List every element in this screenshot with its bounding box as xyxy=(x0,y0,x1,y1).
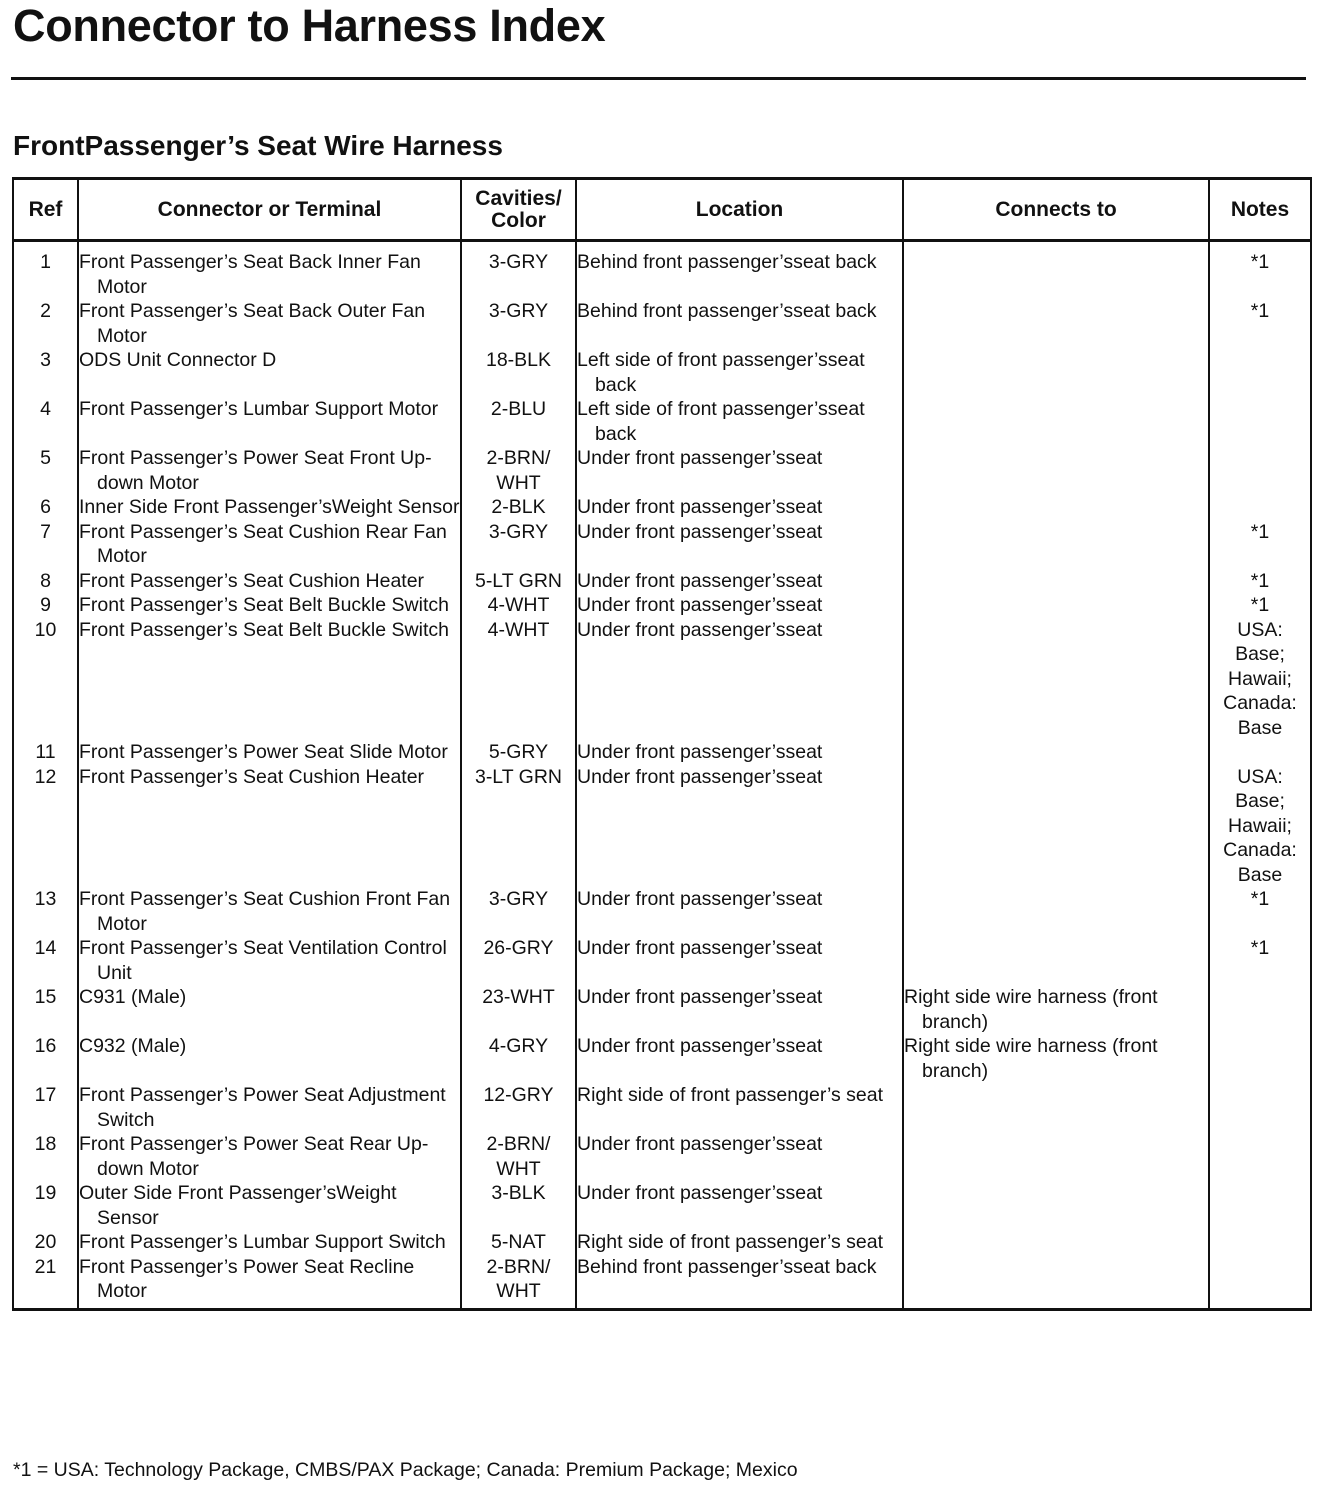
cell-location-text: Under front passenger’sseat xyxy=(577,520,823,543)
cell-location-text: Under front passenger’sseat xyxy=(577,496,823,518)
cell-cavities xyxy=(461,495,576,520)
cell-cavities-text: 5-NAT xyxy=(491,1231,546,1253)
cell-location xyxy=(576,765,903,888)
table-row xyxy=(13,936,1311,985)
table-row xyxy=(13,593,1311,618)
cell-notes-text: *1 xyxy=(1250,937,1270,959)
table-row xyxy=(13,348,1311,397)
cell-ref-text: 5 xyxy=(40,447,51,469)
cell-ref xyxy=(13,1034,78,1083)
cell-cavities-text: 3-BLK xyxy=(491,1182,546,1204)
cell-ref xyxy=(13,569,78,594)
cell-location-text: Left side of front passenger’sseat back xyxy=(577,398,865,445)
cell-location xyxy=(576,1132,903,1181)
cell-cavities xyxy=(461,740,576,765)
cell-connector xyxy=(78,1034,461,1083)
cell-connector-text: Inner Side Front Passenger’sWeight Sensor xyxy=(79,496,460,518)
cell-location xyxy=(576,446,903,495)
cell-cavities-text: 3-GRY xyxy=(488,888,549,910)
cell-notes xyxy=(1209,593,1311,618)
cell-cavities xyxy=(461,1132,576,1181)
column-header-cavities-line1: Cavities/ xyxy=(475,186,562,210)
cell-ref-text: 9 xyxy=(40,594,51,616)
cell-connector-text: Front Passenger’s Power Seat Recline Motor xyxy=(79,1255,415,1302)
cell-connector xyxy=(78,569,461,594)
cell-location xyxy=(576,299,903,348)
cell-connector-text: Front Passenger’s Seat Belt Buckle Switch xyxy=(79,594,449,616)
cell-connector xyxy=(78,740,461,765)
cell-ref xyxy=(13,936,78,985)
cell-cavities xyxy=(461,1034,576,1083)
cell-location-text: Behind front passenger’sseat back xyxy=(577,300,877,322)
cell-connects-to xyxy=(903,936,1209,985)
cell-cavities xyxy=(461,446,576,495)
cell-connects-to xyxy=(903,569,1209,594)
cell-cavities xyxy=(461,348,576,397)
cell-ref xyxy=(13,618,78,741)
cell-ref xyxy=(13,887,78,936)
cell-cavities-text: 4-GRY xyxy=(488,1035,549,1057)
table-row xyxy=(13,446,1311,495)
cell-ref xyxy=(13,1181,78,1230)
cell-connector-text: ODS Unit Connector D xyxy=(79,349,277,371)
cell-ref xyxy=(13,397,78,446)
cell-location-text: Under front passenger’sseat xyxy=(577,888,823,910)
cell-ref-text: 14 xyxy=(34,937,57,959)
cell-cavities xyxy=(461,520,576,569)
table-header-row xyxy=(13,179,1311,241)
cell-location xyxy=(576,397,903,446)
cell-connector xyxy=(78,495,461,520)
cell-location-text: Under front passenger’sseat xyxy=(577,1133,823,1155)
table-row xyxy=(13,397,1311,446)
table-row xyxy=(13,1132,1311,1181)
cell-connector xyxy=(78,1132,461,1181)
cell-connector xyxy=(78,348,461,397)
cell-connects-to xyxy=(903,618,1209,741)
cell-connector xyxy=(78,618,461,741)
cell-ref xyxy=(13,520,78,569)
cell-cavities xyxy=(461,241,576,300)
cell-cavities-text: 4-WHT xyxy=(487,618,550,641)
cell-cavities xyxy=(461,1230,576,1255)
cell-connects-to xyxy=(903,1230,1209,1255)
cell-location-text: Under front passenger’sseat xyxy=(577,618,823,641)
cell-connector xyxy=(78,1083,461,1132)
cell-connector xyxy=(78,1255,461,1310)
cell-location-text: Under front passenger’sseat xyxy=(577,1182,823,1204)
cell-ref xyxy=(13,495,78,520)
cell-cavities xyxy=(461,1181,576,1230)
cell-ref xyxy=(13,740,78,765)
cell-location xyxy=(576,1230,903,1255)
cell-cavities xyxy=(461,1255,576,1310)
column-header-notes: Notes xyxy=(1209,179,1311,241)
cell-location-text: Right side of front passenger’s seat xyxy=(577,1084,884,1106)
cell-cavities xyxy=(461,569,576,594)
cell-connects-to xyxy=(903,241,1209,300)
cell-cavities-text: 18-BLK xyxy=(485,349,552,371)
cell-location-text: Left side of front passenger’sseat back xyxy=(577,349,865,396)
cell-ref xyxy=(13,446,78,495)
cell-connector-text: Front Passenger’s Power Seat Front Up-down Motor xyxy=(79,447,432,494)
cell-location xyxy=(576,520,903,569)
cell-location-text: Under front passenger’sseat xyxy=(577,741,823,763)
cell-ref-text: 21 xyxy=(34,1255,57,1278)
cell-ref-text: 16 xyxy=(34,1035,57,1057)
table-row xyxy=(13,569,1311,594)
cell-notes xyxy=(1209,1181,1311,1230)
cell-connects-to xyxy=(903,1083,1209,1132)
footnote: *1 = USA: Technology Package, CMBS/PAX Package; Canada: Premium Package; Mexico xyxy=(13,1459,798,1481)
cell-notes-text: *1 xyxy=(1250,594,1270,616)
cell-location-text: Behind front passenger’sseat back xyxy=(577,1255,877,1278)
cell-location-text: Under front passenger’sseat xyxy=(577,594,823,616)
cell-connector-text: C932 (Male) xyxy=(79,1035,187,1057)
cell-notes xyxy=(1209,936,1311,985)
cell-notes xyxy=(1209,1083,1311,1132)
cell-cavities-text: 2-BLU xyxy=(490,398,547,420)
cell-ref-text: 10 xyxy=(34,618,57,641)
cell-cavities xyxy=(461,618,576,741)
cell-notes-text: *1 xyxy=(1250,300,1270,322)
cell-connector xyxy=(78,765,461,888)
cell-ref xyxy=(13,1255,78,1310)
table-row xyxy=(13,765,1311,888)
table-row xyxy=(13,740,1311,765)
cell-cavities xyxy=(461,765,576,888)
table-row xyxy=(13,1181,1311,1230)
cell-connects-to xyxy=(903,520,1209,569)
table-row xyxy=(13,1255,1311,1310)
page-title: Connector to Harness Index xyxy=(13,0,606,51)
cell-cavities-text: 3-GRY xyxy=(488,520,549,543)
cell-connector xyxy=(78,397,461,446)
cell-connects-to xyxy=(903,397,1209,446)
cell-location xyxy=(576,1034,903,1083)
cell-connector xyxy=(78,1230,461,1255)
cell-location-text: Under front passenger’sseat xyxy=(577,986,823,1008)
cell-location xyxy=(576,241,903,300)
cell-notes-text: *1 xyxy=(1250,251,1270,273)
table-row xyxy=(13,1034,1311,1083)
cell-location xyxy=(576,1255,903,1310)
cell-connector xyxy=(78,446,461,495)
cell-connector-text: Front Passenger’s Seat Back Inner Fan Motor xyxy=(79,251,421,298)
cell-ref-text: 20 xyxy=(34,1231,57,1253)
cell-connector-text: Front Passenger’s Power Seat Slide Motor xyxy=(79,741,448,763)
table-row xyxy=(13,520,1311,569)
table-row xyxy=(13,985,1311,1034)
cell-notes xyxy=(1209,1230,1311,1255)
cell-location xyxy=(576,740,903,765)
cell-ref-text: 13 xyxy=(34,888,57,910)
cell-location xyxy=(576,985,903,1034)
cell-connector-text: Outer Side Front Passenger’sWeight Sensor xyxy=(79,1182,397,1229)
cell-cavities-text: 5-GRY xyxy=(488,741,549,763)
cell-connector xyxy=(78,1181,461,1230)
column-header-connects-to: Connects to xyxy=(903,179,1209,241)
title-divider xyxy=(11,77,1306,80)
cell-connects-to xyxy=(903,299,1209,348)
cell-cavities-text: 5-LT GRN xyxy=(474,569,563,592)
connector-table xyxy=(12,177,1312,1311)
cell-location-text: Under front passenger’sseat xyxy=(577,937,823,959)
cell-notes xyxy=(1209,887,1311,936)
table-row xyxy=(13,618,1311,741)
cell-location-text: Right side of front passenger’s seat xyxy=(577,1231,884,1253)
cell-connector-text: Front Passenger’s Lumbar Support Motor xyxy=(79,398,439,420)
cell-cavities-text: 3-GRY xyxy=(488,300,549,322)
cell-cavities xyxy=(461,299,576,348)
cell-connects-to xyxy=(903,887,1209,936)
cell-location xyxy=(576,936,903,985)
cell-notes xyxy=(1209,520,1311,569)
cell-connector-text: Front Passenger’s Seat Cushion Front Fan Motor xyxy=(79,888,451,935)
cell-connector-text: Front Passenger’s Seat Cushion Rear Fan Motor xyxy=(79,520,447,567)
cell-cavities-text: 2-BRN/ WHT xyxy=(486,447,551,494)
cell-ref-text: 11 xyxy=(35,741,56,763)
cell-location-text: Under front passenger’sseat xyxy=(577,569,823,592)
cell-ref xyxy=(13,241,78,300)
cell-notes xyxy=(1209,299,1311,348)
cell-notes xyxy=(1209,446,1311,495)
cell-cavities-text: 4-WHT xyxy=(487,594,550,616)
cell-notes-text: USA: Base; Hawaii; Canada: Base xyxy=(1223,618,1297,739)
cell-cavities-text: 26-GRY xyxy=(483,937,554,959)
cell-location-text: Under front passenger’sseat xyxy=(577,1035,823,1057)
cell-connector xyxy=(78,887,461,936)
cell-connects-to xyxy=(903,765,1209,888)
cell-notes-text: *1 xyxy=(1250,888,1270,910)
cell-connector xyxy=(78,299,461,348)
cell-cavities xyxy=(461,1083,576,1132)
cell-ref-text: 8 xyxy=(40,569,51,592)
cell-connector-text: Front Passenger’s Seat Belt Buckle Switch xyxy=(79,618,449,641)
cell-cavities-text: 2-BLK xyxy=(491,496,546,518)
cell-connector xyxy=(78,985,461,1034)
table-body xyxy=(13,241,1311,1310)
cell-connects-to-text: Right side wire harness (front branch) xyxy=(904,986,1158,1033)
cell-notes xyxy=(1209,618,1311,741)
column-header-location: Location xyxy=(576,179,903,241)
cell-cavities-text: 2-BRN/ WHT xyxy=(486,1255,551,1302)
cell-connects-to xyxy=(903,1034,1209,1083)
cell-location xyxy=(576,348,903,397)
cell-ref-text: 12 xyxy=(34,765,57,788)
cell-ref xyxy=(13,1132,78,1181)
cell-ref xyxy=(13,1083,78,1132)
cell-connector-text: Front Passenger’s Seat Back Outer Fan Motor xyxy=(79,300,426,347)
cell-connector-text: C931 (Male) xyxy=(79,986,187,1008)
cell-ref xyxy=(13,348,78,397)
cell-ref-text: 3 xyxy=(40,349,51,371)
cell-ref xyxy=(13,1230,78,1255)
column-header-ref: Ref xyxy=(13,179,78,241)
cell-location-text: Under front passenger’sseat xyxy=(577,447,823,469)
cell-location xyxy=(576,495,903,520)
cell-cavities xyxy=(461,593,576,618)
table-row xyxy=(13,299,1311,348)
cell-location xyxy=(576,887,903,936)
cell-connector-text: Front Passenger’s Power Seat Rear Up-down Motor xyxy=(79,1133,429,1180)
cell-connector xyxy=(78,593,461,618)
section-title: FrontPassenger’s Seat Wire Harness xyxy=(13,130,503,161)
cell-ref-text: 19 xyxy=(34,1182,57,1204)
cell-ref-text: 2 xyxy=(40,300,51,322)
cell-cavities-text: 23-WHT xyxy=(482,986,555,1008)
cell-location xyxy=(576,1181,903,1230)
cell-connects-to xyxy=(903,1255,1209,1310)
cell-connects-to xyxy=(903,985,1209,1034)
cell-notes xyxy=(1209,985,1311,1034)
cell-cavities xyxy=(461,985,576,1034)
cell-notes-text: USA: Base; Hawaii; Canada: Base xyxy=(1223,765,1297,886)
cell-ref xyxy=(13,765,78,888)
cell-location xyxy=(576,593,903,618)
cell-notes xyxy=(1209,765,1311,888)
cell-notes xyxy=(1209,397,1311,446)
table-row xyxy=(13,887,1311,936)
table-row xyxy=(13,1083,1311,1132)
cell-ref xyxy=(13,299,78,348)
cell-cavities-text: 2-BRN/ WHT xyxy=(486,1133,551,1180)
cell-notes xyxy=(1209,1255,1311,1310)
cell-notes-text: *1 xyxy=(1250,569,1270,592)
cell-connects-to-text: Right side wire harness (front branch) xyxy=(904,1035,1158,1082)
cell-ref-text: 17 xyxy=(34,1084,57,1106)
table-row xyxy=(13,495,1311,520)
cell-connector xyxy=(78,520,461,569)
cell-ref xyxy=(13,593,78,618)
cell-connector-text: Front Passenger’s Power Seat Adjustment Switch xyxy=(79,1084,446,1131)
cell-notes xyxy=(1209,348,1311,397)
cell-connector-text: Front Passenger’s Seat Cushion Heater xyxy=(79,765,425,788)
column-header-connector: Connector or Terminal xyxy=(78,179,461,241)
cell-cavities xyxy=(461,936,576,985)
cell-notes xyxy=(1209,569,1311,594)
cell-location xyxy=(576,1083,903,1132)
cell-connector xyxy=(78,936,461,985)
cell-location-text: Under front passenger’sseat xyxy=(577,765,823,788)
cell-connector-text: Front Passenger’s Seat Ventilation Control Unit xyxy=(79,937,447,984)
cell-notes xyxy=(1209,495,1311,520)
cell-cavities xyxy=(461,887,576,936)
cell-notes xyxy=(1209,1132,1311,1181)
cell-connects-to xyxy=(903,1181,1209,1230)
cell-ref-text: 1 xyxy=(40,251,51,273)
cell-cavities-text: 3-LT GRN xyxy=(474,765,563,788)
cell-connector xyxy=(78,241,461,300)
cell-notes xyxy=(1209,241,1311,300)
cell-connects-to xyxy=(903,446,1209,495)
cell-connector-text: Front Passenger’s Lumbar Support Switch xyxy=(79,1231,446,1253)
cell-cavities-text: 3-GRY xyxy=(488,251,549,273)
cell-notes xyxy=(1209,1034,1311,1083)
cell-connects-to xyxy=(903,1132,1209,1181)
column-header-cavities-line2: Color xyxy=(491,208,546,232)
cell-notes xyxy=(1209,740,1311,765)
cell-ref-text: 15 xyxy=(34,986,57,1008)
cell-connector-text: Front Passenger’s Seat Cushion Heater xyxy=(79,569,425,592)
cell-connects-to xyxy=(903,593,1209,618)
cell-cavities-text: 12-GRY xyxy=(483,1084,554,1106)
cell-location xyxy=(576,569,903,594)
table-row xyxy=(13,1230,1311,1255)
column-header-cavities xyxy=(461,179,576,241)
cell-ref xyxy=(13,985,78,1034)
cell-connects-to xyxy=(903,495,1209,520)
cell-ref-text: 4 xyxy=(40,398,51,420)
cell-location-text: Behind front passenger’sseat back xyxy=(577,251,877,273)
table-row xyxy=(13,241,1311,300)
cell-connects-to xyxy=(903,348,1209,397)
cell-connects-to xyxy=(903,740,1209,765)
cell-ref-text: 7 xyxy=(40,520,51,543)
cell-ref-text: 18 xyxy=(34,1133,57,1155)
cell-cavities xyxy=(461,397,576,446)
cell-notes-text: *1 xyxy=(1250,520,1270,543)
cell-ref-text: 6 xyxy=(40,496,51,518)
cell-location xyxy=(576,618,903,741)
